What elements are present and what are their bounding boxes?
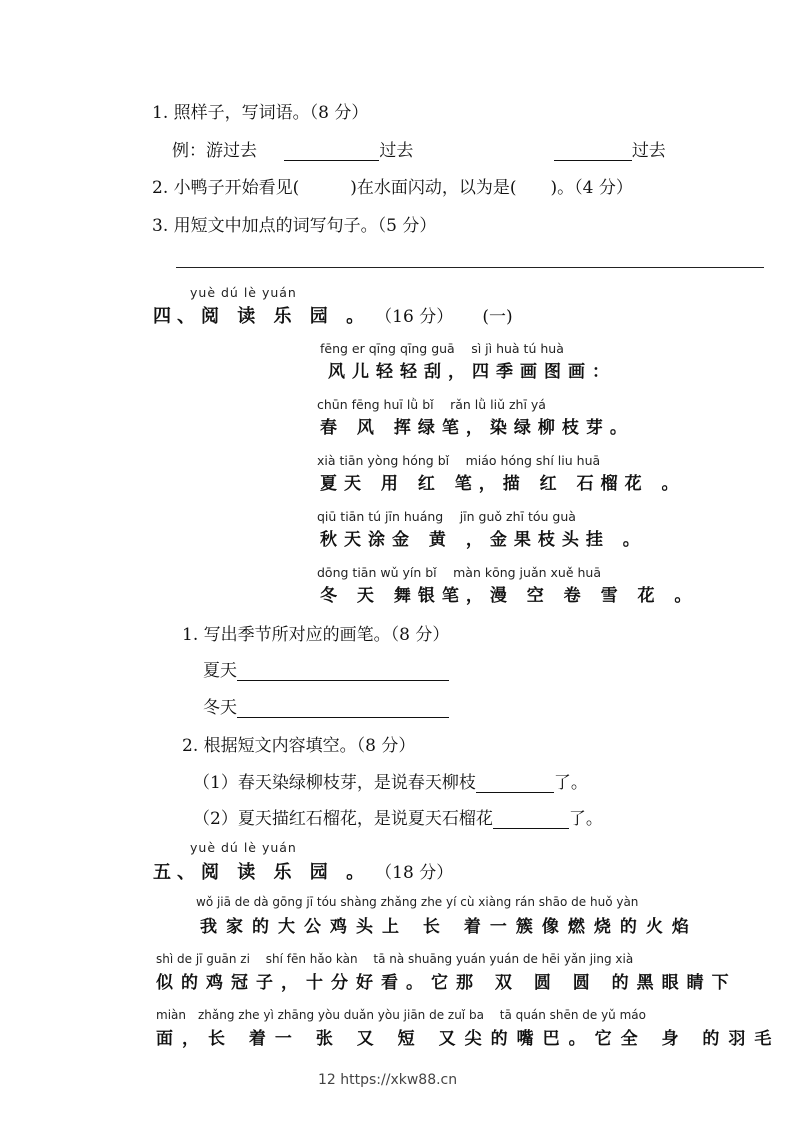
section-4-header [153,302,513,328]
fill-row-2 [193,804,603,829]
answer-blank[interactable] [554,142,632,161]
fill-prefix: （2）夏天描红石榴花，是说夏天石榴花 [193,809,493,829]
answer-blank[interactable] [476,774,554,793]
answer-blank[interactable] [237,662,449,681]
poem-pinyin: qiū tiān tú jīn huáng jīn guǒ zhī tóu guà [317,509,576,524]
passage-pinyin: miàn zhǎng zhe yì zhāng yòu duǎn yòu jiān de zuǐ ba tā quán shēn de yǔ máo [156,1008,646,1022]
question-2: 2. 小鸭子开始看见( )在水面闪动，以为是( )。（4 分） [152,178,633,198]
passage-line: 面，长 着一 张 又 短 又尖的嘴巴。它全 身 的羽毛 [156,1029,781,1049]
section-title: 四、阅 读 乐 园 。 [153,306,371,327]
page-footer: 12 https://xkw88.cn [318,1072,458,1088]
fill-suffix: 了。 [568,809,603,829]
section-score: （16 分） [375,307,454,327]
section-4-question-1: 1. 写出季节所对应的画笔。（8 分） [182,625,450,645]
poem-line: 夏天 用 红 笔，描 红 石榴花 。 [320,474,686,494]
poem-pinyin: xià tiān yòng hóng bǐ miáo hóng shí liu huā [317,453,601,468]
blank-suffix: 过去 [379,141,414,161]
section-title: 五、阅 读 乐 园 。 [153,862,371,883]
answer-blank[interactable] [284,142,379,161]
poem-line: 风儿轻轻刮，四季画图画： [328,362,616,382]
summer-row [203,656,449,681]
winter-row [203,693,449,718]
section-title-pinyin: yuè dú lè yuán [190,285,297,300]
question-3: 3. 用短文中加点的词写句子。（5 分） [152,216,437,236]
blank-suffix: 过去 [631,141,666,161]
answer-line[interactable] [176,267,764,268]
section-title-pinyin: yuè dú lè yuán [190,840,297,855]
passage-line: 我家的大公鸡头上 长 着一簇像燃烧的火焰 [200,917,698,937]
summer-label: 夏天 [203,661,237,681]
answer-blank[interactable] [493,810,569,829]
passage-pinyin: wǒ jiā de dà gōng jī tóu shàng zhǎng zhe yí cù xiàng rán shāo de huǒ yàn [196,895,639,909]
example-label: 例：游过去 [172,141,257,161]
passage-pinyin: shì de jī guān zi shí fēn hǎo kàn tā nà shuāng yuán yuán de hēi yǎn jing xià [156,952,634,966]
fill-row-1 [193,768,588,793]
passage-line: 似的鸡冠子，十分好看。它那 双 圆 圆 的黑眼睛下 [156,973,737,993]
poem-line: 春 风 挥绿笔，染绿柳枝芽。 [320,418,634,438]
poem-line: 秋天涂金 黄 ，金果枝头挂 。 [320,530,647,550]
fill-prefix: （1）春天染绿柳枝芽，是说春天柳枝 [193,773,476,793]
poem-pinyin: fēng er qīng qīng guā sì jì huà tú huà [320,341,564,356]
example-row [172,136,666,161]
question-1: 1. 照样子，写词语。（8 分） [152,103,369,123]
section-score: （18 分） [375,863,454,883]
section-4-question-2: 2. 根据短文内容填空。（8 分） [182,736,416,756]
poem-pinyin: chūn fēng huī lǜ bǐ rǎn lǜ liǔ zhī yá [317,397,546,412]
section-5-header [153,858,453,884]
fill-suffix: 了。 [553,773,588,793]
poem-line: 冬 天 舞银笔，漫 空 卷 雪 花 。 [320,586,699,606]
winter-label: 冬天 [203,698,237,718]
poem-pinyin: dōng tiān wǔ yín bǐ màn kōng juǎn xuě huā [317,565,601,580]
answer-blank[interactable] [237,699,449,718]
part-label: (一) [482,307,513,327]
